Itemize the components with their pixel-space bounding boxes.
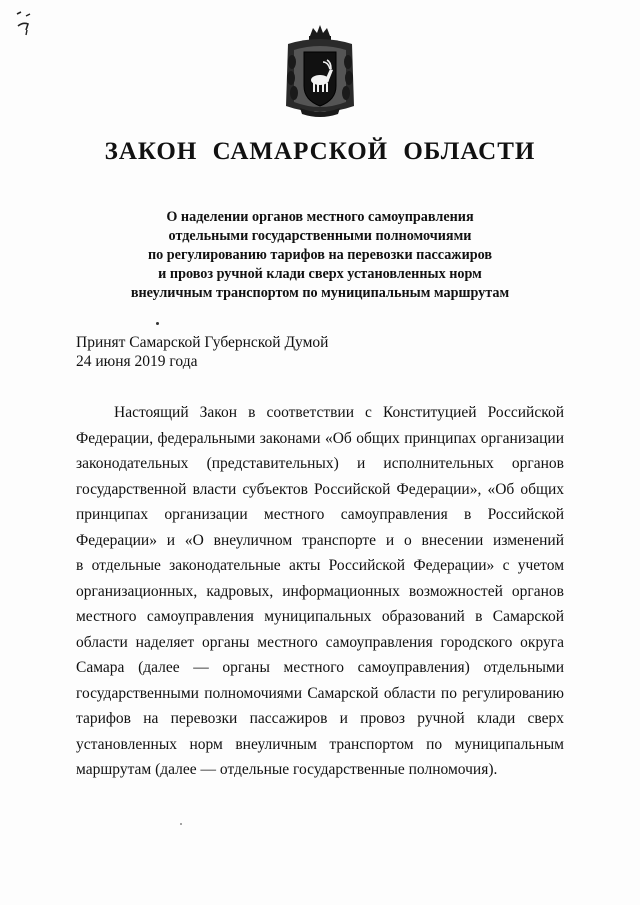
body-line: местного самоуправления муниципальных образований в Самарской [76, 608, 564, 625]
body-line: в отдельные законодательные акты Российской Федерации» с учетом [76, 557, 564, 574]
adopted-date: 24 июня 2019 года [76, 353, 198, 370]
samara-coat-of-arms-icon [282, 22, 358, 120]
body-line: тарифов на перевозки пассажиров и провоз ручной клади сверх [76, 710, 564, 727]
adopted-by: Принят Самарской Губернской Думой [76, 334, 329, 351]
subtitle-line: внеуличным транспортом по муниципальным маршрутам [130, 285, 510, 301]
scan-speck [180, 823, 182, 825]
body-line: Федерации, федеральными законами «Об общих принципах организации [76, 429, 564, 447]
body-line: маршрутам (далее — отдельные государственные полномочия). [76, 761, 498, 778]
body-line: установленных норм внеуличным транспортом по муниципальным [76, 735, 564, 753]
body-line: области наделяет органы местного самоуправления городского округа [76, 633, 564, 651]
body-line: принципах организации местного самоуправления в Российской [76, 506, 564, 523]
handwritten-mark-icon [14, 8, 40, 38]
adoption-info [76, 333, 576, 371]
body-line: Самара (далее — органы местного самоуправления) отдельными [76, 659, 564, 676]
law-body-paragraph [76, 400, 564, 783]
subtitle-line: О наделении органов местного самоуправления [166, 209, 474, 225]
law-subtitle [60, 208, 580, 303]
subtitle-line: отдельными государственными полномочиями [168, 228, 472, 244]
body-line: Настоящий Закон в соответствии с Конституцией Российской [114, 404, 564, 421]
body-line: государственными полномочиями Самарской области по регулированию [76, 684, 564, 702]
scan-speck [156, 322, 159, 325]
subtitle-line: и провоз ручной клади сверх установленных норм [158, 266, 482, 282]
document-title: ЗАКОН САМАРСКОЙ ОБЛАСТИ [104, 138, 536, 165]
subtitle-line: по регулированию тарифов на перевозки пассажиров [147, 247, 493, 263]
body-line: государственной власти субъектов Российской Федерации», «Об общих [76, 480, 564, 498]
body-line: организационных, кадровых, информационных возможностей органов [76, 582, 564, 600]
body-line: законодательных (представительных) и исполнительных органов [76, 455, 564, 472]
body-line: Федерации» и «О внеуличном транспорте и о внесении изменений [76, 531, 564, 549]
